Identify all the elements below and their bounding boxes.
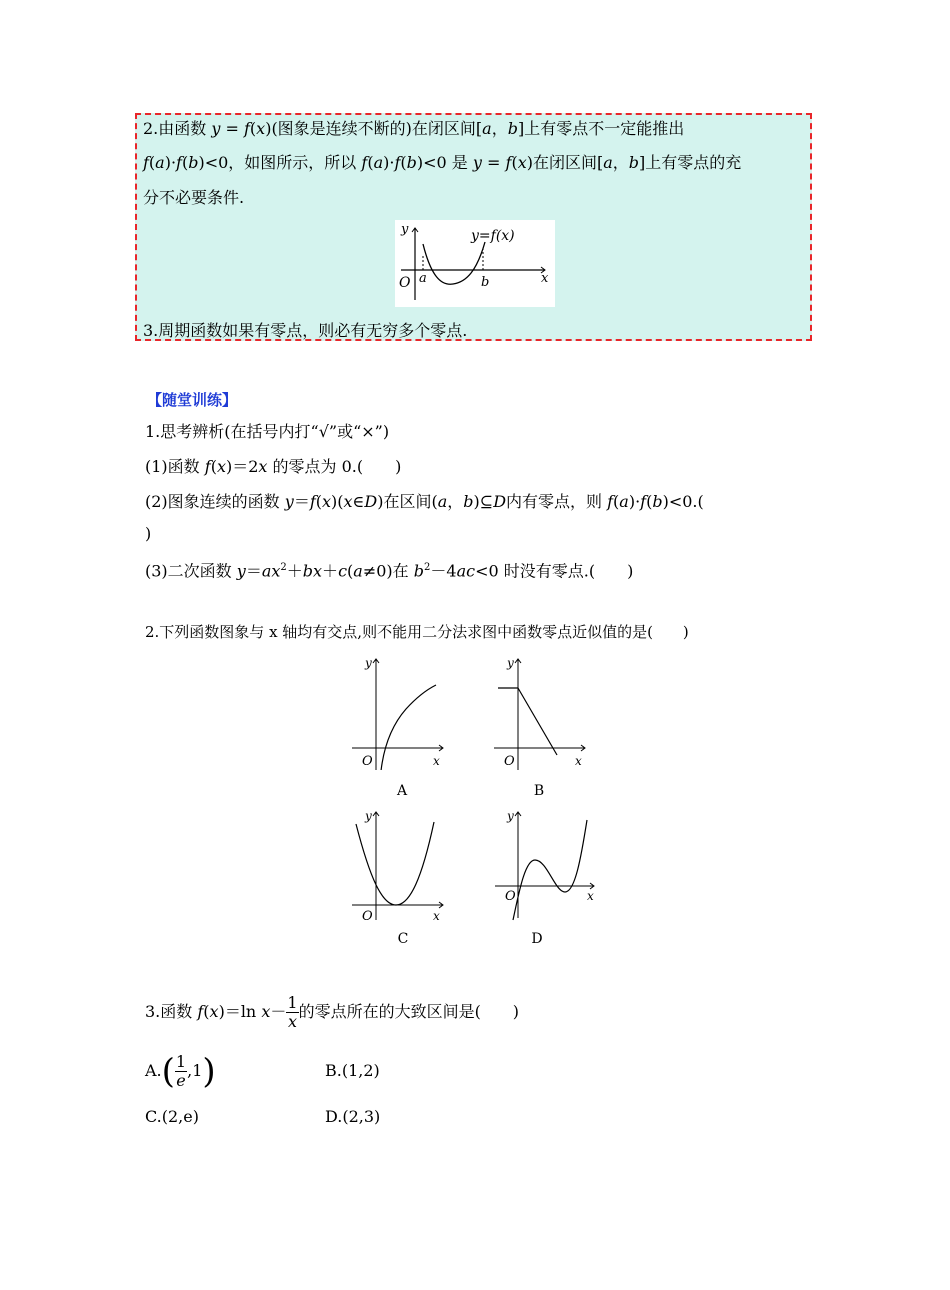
svg-text:y: y — [507, 656, 514, 670]
note-line-2: f(a)·f(b)<0，如图所示，所以 f(a)·f(b)<0 是 y = f(x)在闭区间[a，b]上有零点的充 — [143, 153, 742, 172]
svg-text:y: y — [507, 809, 514, 823]
text: 内有零点，则 — [506, 492, 608, 511]
text: (图象是连续不断的)在闭区间[ — [271, 119, 483, 138]
svg-text:O: O — [362, 754, 373, 769]
section-heading: 【随堂训练】 — [147, 391, 238, 409]
svg-text:O: O — [504, 754, 515, 769]
text: 3.函数 — [145, 1002, 198, 1021]
svg-text:O: O — [362, 909, 373, 923]
q1-title: 1.思考辨析(在括号内打“√”或“×”) — [145, 422, 390, 441]
text: <0 时没有零点.( ) — [475, 561, 634, 581]
text: 在区间( — [383, 492, 438, 511]
text: (1)函数 — [145, 457, 205, 476]
figure-function-label: y=f(x) — [471, 228, 515, 244]
graph-c — [350, 808, 445, 923]
svg-text:x: x — [575, 754, 582, 768]
text: 上有零点不一定能推出 — [524, 119, 685, 138]
text: (2)图象连续的函数 — [145, 492, 285, 511]
svg-text:b: b — [481, 275, 490, 290]
q1-item-2-cont: ) — [145, 524, 152, 543]
option-d: D.(2,3) — [325, 1107, 381, 1126]
fraction-one-over-e: $\frac{1}{e}$ — [175, 1052, 187, 1090]
note-line-3: 分不必要条件. — [143, 188, 245, 207]
q1-item-1: (1)函数 f(x)＝2x 的零点为 0.( ) — [145, 457, 402, 476]
svg-text:y: y — [365, 656, 372, 670]
text: 在 — [392, 561, 414, 581]
svg-text:O: O — [505, 889, 516, 904]
text: <0，如图所示，所以 — [204, 153, 362, 172]
note-figure — [395, 220, 555, 307]
text: 的零点为 0.( ) — [267, 457, 402, 476]
graph-label-a: A — [396, 783, 408, 799]
graph-a — [350, 655, 445, 770]
svg-text:x: x — [433, 909, 440, 923]
text: ＝2 — [232, 457, 259, 476]
text: 上有零点的充 — [645, 153, 742, 172]
text: 2.由函数 — [143, 119, 212, 138]
q1-item-3: (3)二次函数 $y=ax^2+bx+c(a\ne 0)$在 $b^2-4ac<0$ 时没有零点.( ) — [145, 561, 634, 581]
option-c: C.(2,e) — [145, 1107, 199, 1126]
text: ＝ln — [224, 1002, 262, 1021]
q3-stem: 3.函数 f(x)＝ln x－ $\frac{1}{x}$ 的零点所在的大致区间是( ) — [145, 993, 520, 1031]
note-line-4: 3.周期函数如果有零点，则必有无穷多个零点. — [143, 321, 468, 340]
option-a: A.( $\frac{1}{e}$ ,1) — [145, 1051, 216, 1092]
note-line-1: 2.由函数 y = f(x)(图象是连续不断的)在闭区间[a，b]上有零点不一定能推出 — [143, 119, 685, 138]
q2-stem: 2.下列函数图象与 x 轴均有交点,则不能用二分法求图中函数零点近似值的是( ) — [145, 623, 689, 641]
q1-item-2: (2)图象连续的函数 y＝f(x)(x∈D)在区间(a，b)⊆D内有零点，则 f(a)·f(b)<0.( — [145, 492, 704, 511]
graph-b — [492, 655, 587, 770]
graph-label-b: B — [533, 783, 545, 799]
graph-label-c: C — [397, 931, 409, 947]
svg-text:x: x — [433, 754, 440, 768]
graph-d — [493, 808, 598, 923]
text: <0 是 — [423, 153, 473, 172]
text: A. — [145, 1061, 162, 1080]
svg-text:x: x — [587, 889, 594, 903]
text: <0.( — [668, 492, 704, 511]
text: 在闭区间[ — [532, 153, 604, 172]
graph-label-d: D — [531, 931, 543, 947]
svg-text:y: y — [365, 809, 372, 823]
svg-text:y: y — [401, 222, 409, 237]
text: (3)二次函数 — [145, 561, 237, 581]
fraction-one-over-x: $\frac{1}{x}$ — [287, 993, 298, 1031]
svg-text:x: x — [541, 271, 549, 286]
text: 的零点所在的大致区间是( ) — [298, 1002, 520, 1021]
svg-text:O: O — [399, 275, 411, 291]
svg-text:a: a — [419, 271, 427, 286]
option-b: B.(1,2) — [325, 1061, 380, 1080]
